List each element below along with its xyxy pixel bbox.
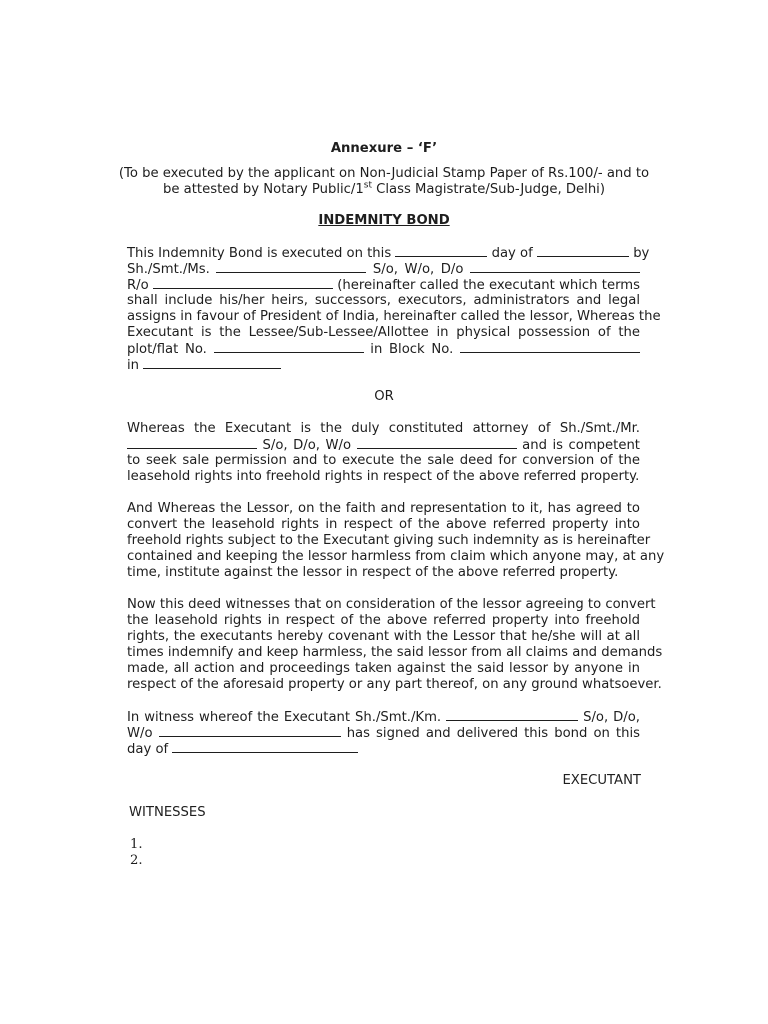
month-blank xyxy=(537,245,629,257)
name-blank xyxy=(216,261,366,273)
witnesses-heading: WITNESSES xyxy=(129,805,206,820)
para5-line-3: day of xyxy=(127,741,358,758)
para3-line-3: freehold rights subject to the Executant giving such indemnity as is hereinafter xyxy=(127,533,651,548)
para1-line-6: Executant is the Lessee/Sub-Lessee/Allottee in physical possession of the xyxy=(127,325,640,340)
para5-line-2: W/o has signed and delivered this bond on this xyxy=(127,726,640,741)
location-blank xyxy=(143,357,281,369)
executant-relation-blank xyxy=(159,725,341,737)
residence-blank xyxy=(153,277,333,289)
attorney-name-blank xyxy=(127,437,257,449)
para3-line-5: time, institute against the lessor in respect of the above referred property. xyxy=(127,565,619,580)
para4-line-5: made, all action and proceedings taken against the said lessor by anyone in xyxy=(127,661,640,676)
witness-item-1: 1. xyxy=(130,837,143,852)
plot-number-blank xyxy=(214,341,364,353)
para2-line-2: S/o, D/o, W/o and is competent xyxy=(127,437,640,454)
date-blank xyxy=(395,245,487,257)
para3-line-1: And Whereas the Lessor, on the faith and representation to it, has agreed to xyxy=(127,501,640,516)
para2-line-3: to seek sale permission and to execute the sale deed for conversion of the xyxy=(127,453,640,468)
para4-line-1: Now this deed witnesses that on consideration of the lessor agreeing to convert xyxy=(127,597,656,612)
witness-item-2: 2. xyxy=(130,853,143,868)
para3-line-4: contained and keeping the lessor harmless from claim which anyone may, at any xyxy=(127,549,665,564)
para3-line-2: convert the leasehold rights in respect of the above referred property into xyxy=(127,517,640,532)
para1-line-4: shall include his/her heirs, successors, executors, administrators and legal xyxy=(127,293,640,308)
instruction-line-2: be attested by Notary Public/1st Class Magistrate/Sub-Judge, Delhi) xyxy=(162,180,605,197)
para4-line-6: respect of the aforesaid property or any part thereof, on any ground whatsoever. xyxy=(127,677,662,692)
para1-line-8: in xyxy=(127,357,281,374)
para4-line-2: the leasehold rights in respect of the above referred property into freehold xyxy=(127,613,640,628)
para1-line-1: This Indemnity Bond is executed on this day of by xyxy=(127,246,650,261)
executant-name-blank xyxy=(446,709,578,721)
signing-date-blank xyxy=(172,741,358,753)
block-number-blank xyxy=(460,341,640,353)
document-title: INDEMNITY BOND xyxy=(318,213,450,228)
para4-line-4: times indemnify and keep harmless, the said lessor from all claims and demands xyxy=(127,645,663,660)
para1-line-7: plot/flat No. in Block No. xyxy=(127,341,640,358)
executant-signature-label: EXECUTANT xyxy=(562,773,641,788)
relation-name-blank xyxy=(470,261,640,273)
para1-line-5: assigns in favour of President of India, hereinafter called the lessor, Whereas the xyxy=(127,309,661,324)
attorney-relation-blank xyxy=(357,437,517,449)
para4-line-3: rights, the executants hereby covenant with the Lessor that he/she will at all xyxy=(127,629,640,644)
para1-line-2: Sh./Smt./Ms. S/o, W/o, D/o xyxy=(127,261,640,278)
or-separator: OR xyxy=(374,389,394,404)
annexure-heading: Annexure – ‘F’ xyxy=(330,141,438,156)
para2-line-1: Whereas the Executant is the duly constituted attorney of Sh./Smt./Mr. xyxy=(127,421,640,436)
para1-line-3: R/o (hereinafter called the executant which terms xyxy=(127,278,640,293)
instruction-line-1: (To be executed by the applicant on Non-Judicial Stamp Paper of Rs.100/- and to xyxy=(118,166,650,181)
para2-line-4: leasehold rights into freehold rights in respect of the above referred property. xyxy=(127,469,640,484)
para5-line-1: In witness whereof the Executant Sh./Smt./Km. S/o, D/o, xyxy=(127,710,641,725)
